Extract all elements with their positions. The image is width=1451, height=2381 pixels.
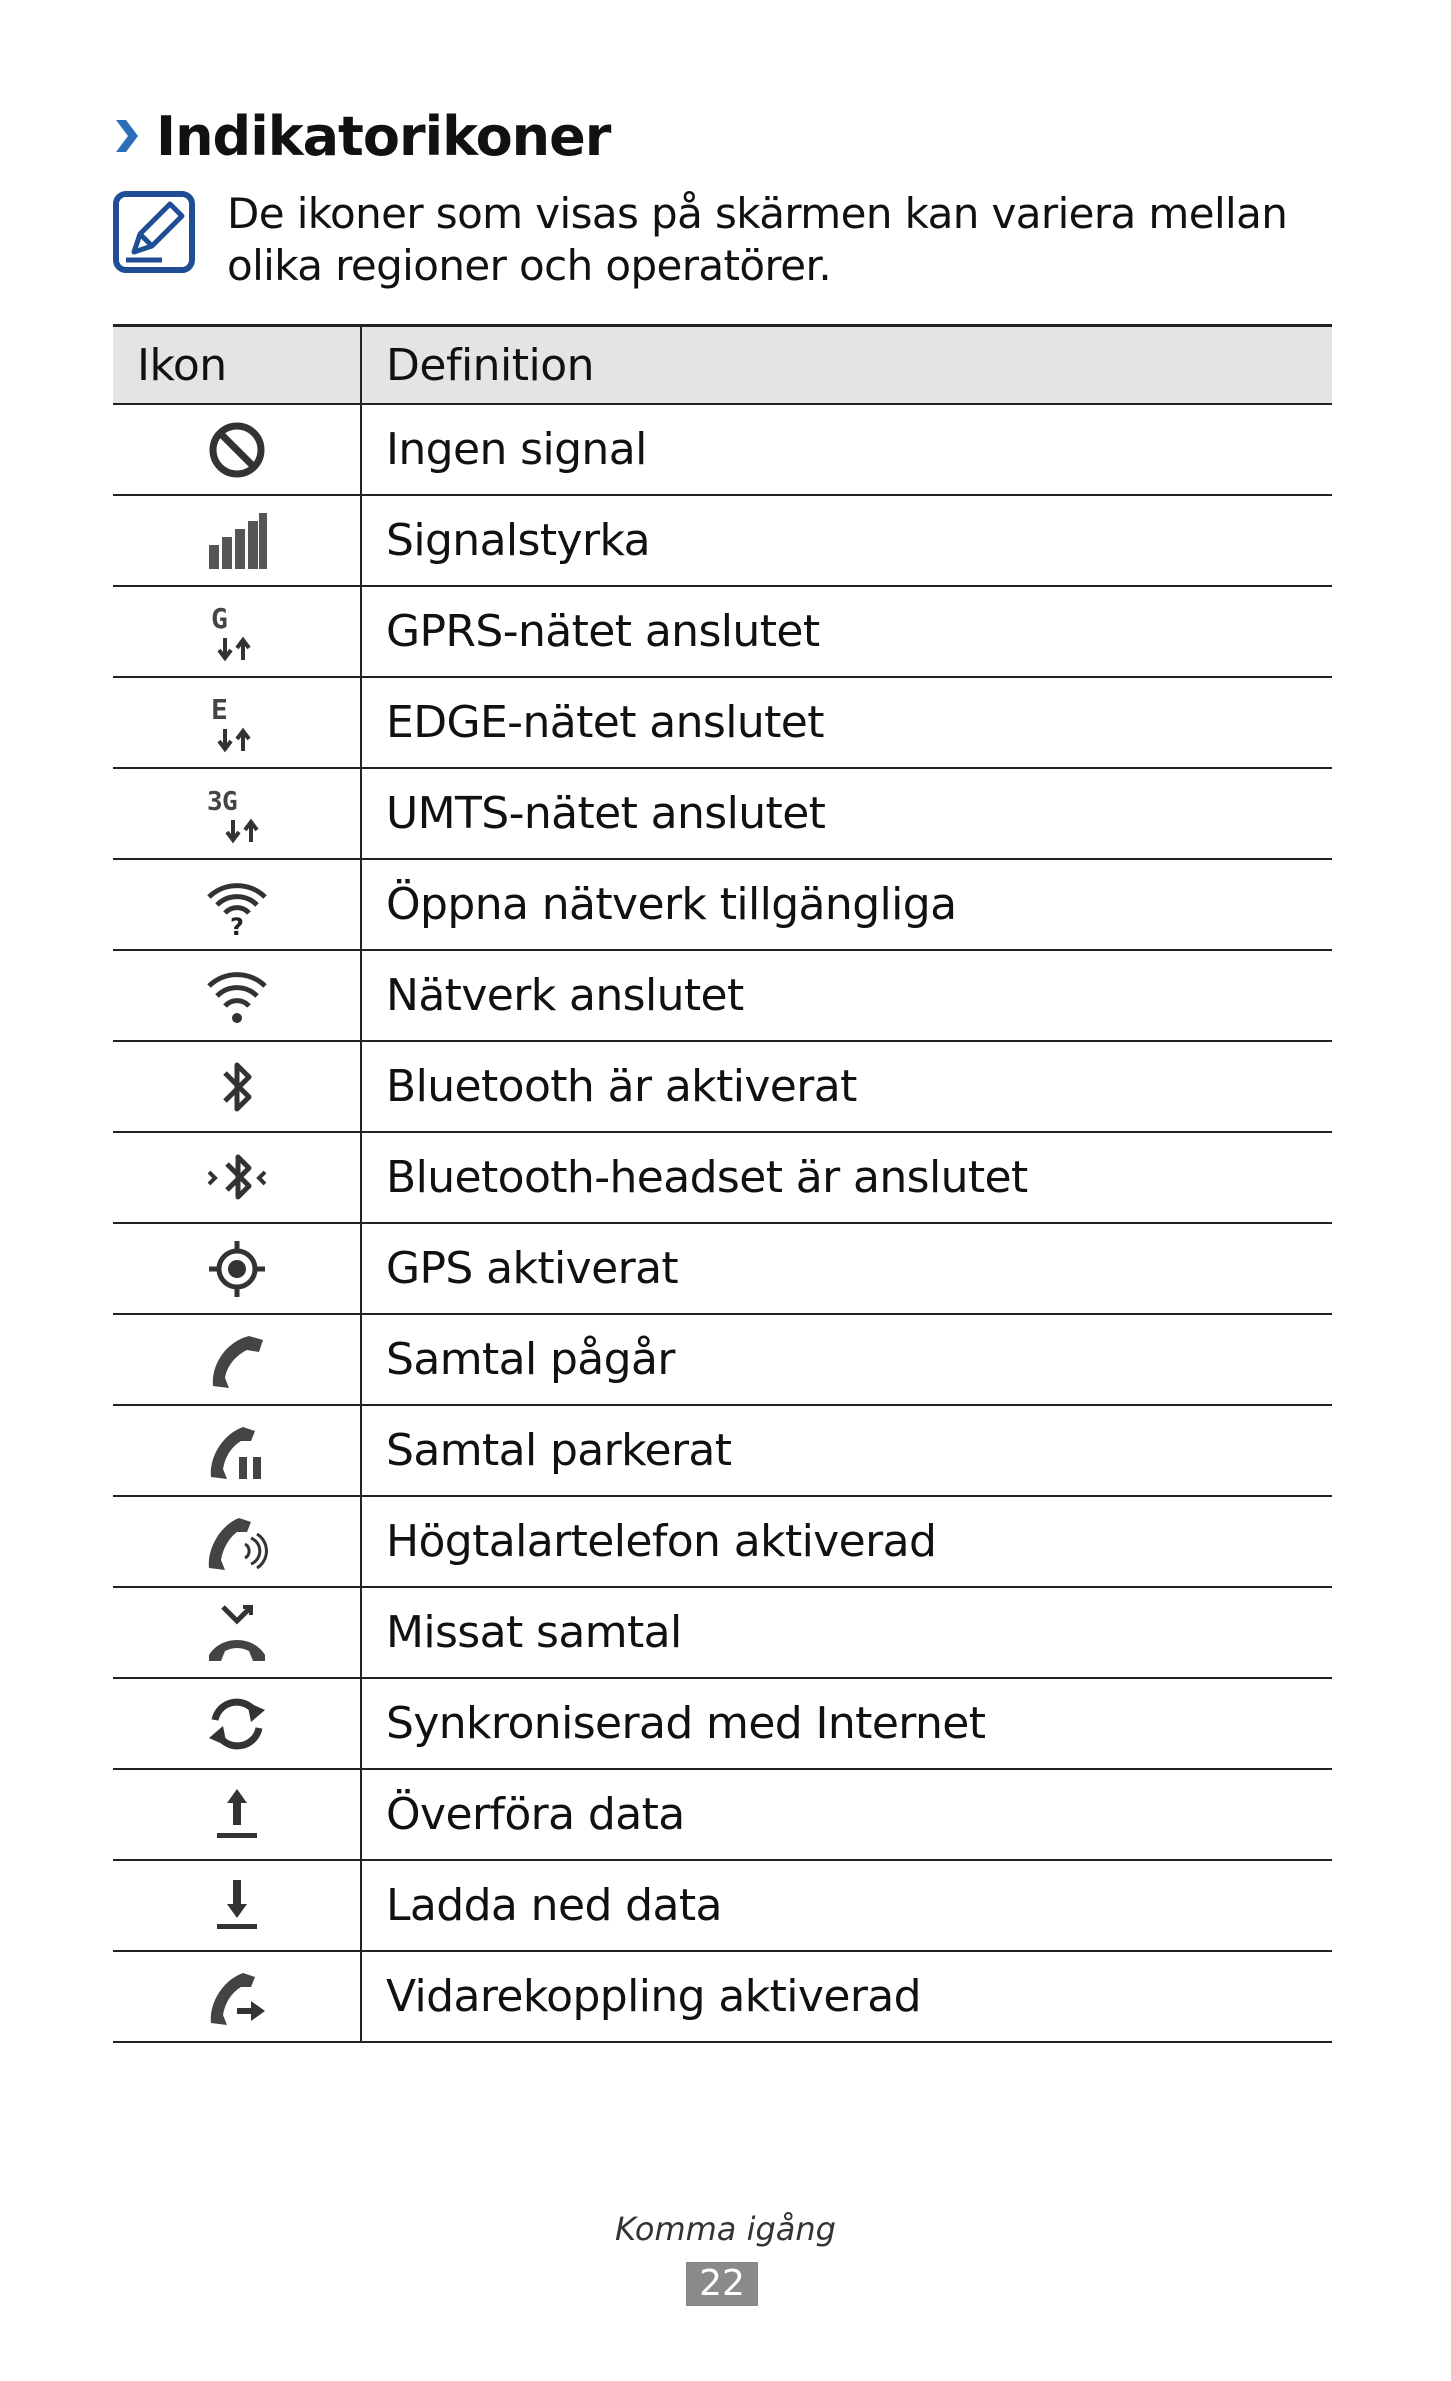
table-row — [113, 1951, 1332, 2042]
row-definition: GPS aktiverat — [361, 1223, 1332, 1314]
svg-text:3G: 3G — [206, 786, 237, 817]
row-definition: GPRS-nätet anslutet — [361, 586, 1332, 677]
call-hold-icon — [203, 1417, 271, 1485]
row-definition: Bluetooth är aktiverat — [361, 1041, 1332, 1132]
indicator-table — [113, 324, 1332, 2043]
bluetooth-icon — [203, 1053, 271, 1121]
row-definition: Ladda ned data — [361, 1860, 1332, 1951]
column-header-icon: Ikon — [113, 326, 361, 405]
chevron-right-icon — [112, 116, 142, 156]
edge-icon — [203, 689, 271, 757]
page-title: Indikatorikoner — [156, 104, 611, 168]
row-definition: Missat samtal — [361, 1587, 1332, 1678]
section-heading — [112, 100, 610, 172]
note-box — [112, 188, 1332, 298]
download-icon — [203, 1872, 271, 1940]
column-header-definition: Definition — [361, 326, 1332, 405]
table-row — [113, 1132, 1332, 1223]
table-row — [113, 1405, 1332, 1496]
row-definition: Signalstyrka — [361, 495, 1332, 586]
speakerphone-icon — [203, 1508, 271, 1576]
row-definition: EDGE-nätet anslutet — [361, 677, 1332, 768]
row-definition: Bluetooth-headset är anslutet — [361, 1132, 1332, 1223]
wifi-connected-icon — [203, 962, 271, 1030]
table-row — [113, 859, 1332, 950]
table-row — [113, 1587, 1332, 1678]
row-definition: Nätverk anslutet — [361, 950, 1332, 1041]
gps-icon — [203, 1235, 271, 1303]
table-row — [113, 1678, 1332, 1769]
table-row — [113, 1496, 1332, 1587]
table-row — [113, 1041, 1332, 1132]
missed-call-icon — [203, 1599, 271, 1667]
table-row — [113, 677, 1332, 768]
svg-text:E: E — [210, 692, 227, 726]
page-number: 22 — [686, 2262, 758, 2306]
table-row — [113, 1223, 1332, 1314]
note-pencil-icon — [112, 190, 196, 274]
no-signal-icon — [203, 416, 271, 484]
table-row — [113, 950, 1332, 1041]
row-definition: Samtal pågår — [361, 1314, 1332, 1405]
table-row — [113, 404, 1332, 495]
table-row — [113, 586, 1332, 677]
umts-3g-icon — [203, 780, 271, 848]
signal-strength-icon — [203, 507, 271, 575]
table-header-row — [113, 326, 1332, 405]
svg-text:G: G — [210, 601, 227, 635]
row-definition: Ingen signal — [361, 404, 1332, 495]
sync-icon — [203, 1690, 271, 1758]
call-active-icon — [203, 1326, 271, 1394]
row-definition: Öppna nätverk tillgängliga — [361, 859, 1332, 950]
svg-text:?: ? — [229, 912, 243, 939]
note-text: De ikoner som visas på skärmen kan variera mellan olika regioner och operatörer. — [227, 189, 1288, 290]
row-definition: UMTS-nätet anslutet — [361, 768, 1332, 859]
row-definition: Synkroniserad med Internet — [361, 1678, 1332, 1769]
gprs-icon — [203, 598, 271, 666]
call-forward-icon — [203, 1963, 271, 2031]
row-definition: Samtal parkerat — [361, 1405, 1332, 1496]
row-definition: Vidarekoppling aktiverad — [361, 1951, 1332, 2042]
bluetooth-headset-icon — [203, 1144, 271, 1212]
table-row — [113, 1314, 1332, 1405]
row-definition: Högtalartelefon aktiverad — [361, 1496, 1332, 1587]
wifi-open-icon — [203, 871, 271, 939]
footer-section-label: Komma igång — [615, 2210, 836, 2248]
table-row — [113, 768, 1332, 859]
table-row — [113, 1860, 1332, 1951]
table-row — [113, 1769, 1332, 1860]
upload-icon — [203, 1781, 271, 1849]
row-definition: Överföra data — [361, 1769, 1332, 1860]
table-row — [113, 495, 1332, 586]
